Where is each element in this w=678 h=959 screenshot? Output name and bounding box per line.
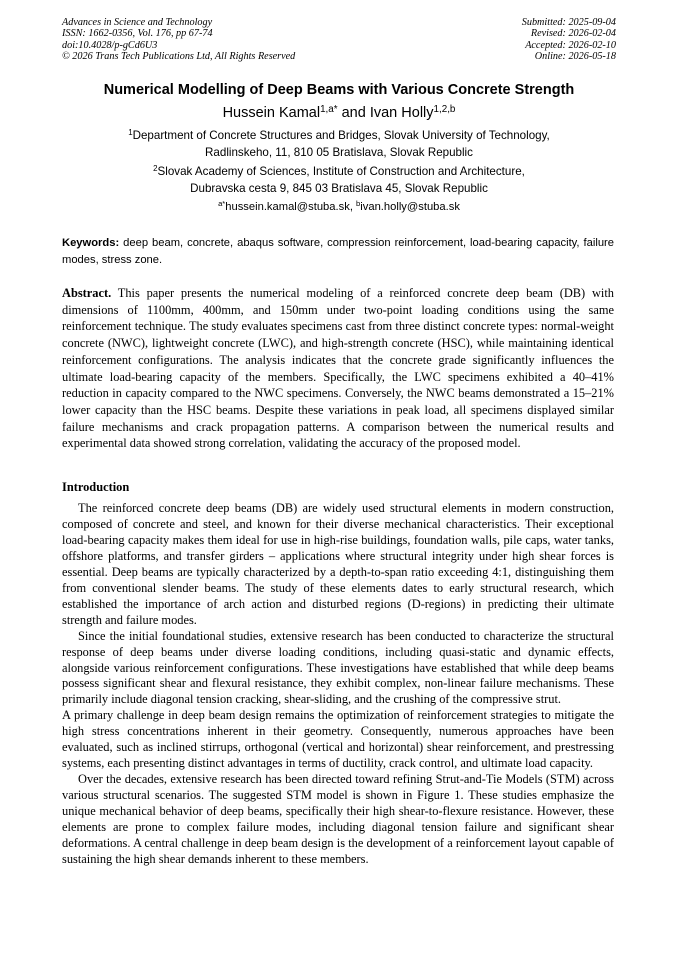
journal-name: Advances in Science and Technology (62, 17, 213, 28)
affiliation-line: Radlinskeho, 11, 810 05 Bratislava, Slovak Republic (205, 146, 473, 159)
paragraph: Since the initial foundational studies, extensive research has been conducted to characterize the structural response of deep beams under diverse loading conditions, including quasi-static and dynamic effects, alongside various reinforcement configurations. These investigations have established that while deep beams possess significant shear and flexural resistance, they exhibit complex, non-linear failure mechanisms. These primarily include diagonal tension cracking, shear-sliding, and the crushing of the compressive strut. (62, 628, 614, 707)
email-separator: , (349, 201, 357, 213)
email-superscript: a* (218, 199, 226, 209)
copyright-line: © 2026 Trans Tech Publications Ltd, All Rights Reserved (62, 50, 296, 62)
email-link[interactable]: ivan.holly@stuba.sk (360, 201, 460, 213)
author-name: Hussein Kamal (222, 105, 321, 121)
affiliation-1 (60, 128, 618, 161)
journal-header (62, 17, 295, 62)
author-superscript: 1,2,b (433, 104, 456, 116)
abstract-label: Abstract. (62, 286, 112, 300)
email-link[interactable]: hussein.kamal@stuba.sk (225, 201, 350, 213)
paragraph: Over the decades, extensive research has been directed toward refining Strut-and-Tie Models (STM) across various structural scenarios. The suggested STM model is shown in Figure 1. These studies emphasize the unique mechanical behavior of deep beams, specifically their high shear-to-flexure resistance. However, these elements are prone to complex failure modes, including diagonal tension failure and significant shear deformations. A central challenge in deep beam design is the development of a reinforcement layout capable of sustaining the high shear demands inherent to these members. (62, 772, 614, 866)
author-superscript: 1,a* (320, 104, 338, 116)
online-date: Online: 2026-05-18 (534, 50, 616, 62)
submitted-date: Submitted: 2025-09-04 (521, 17, 616, 28)
affiliation-line: Slovak Academy of Sciences, Institute of Construction and Architecture, (157, 165, 525, 178)
affiliation-superscript: 2 (153, 164, 158, 174)
author-name: Ivan Holly (369, 105, 434, 121)
abstract-text: This paper presents the numerical modeling of a reinforced concrete deep beam (DB) with dimensions of 1100mm, 400mm, and 150mm under two-point loading conditions using the same reinforcement technique. The study evaluates specimens cast from three distinct concrete types: normal-weight concrete (NWC), lightweight concrete (LWC), and high-strength concrete (HSC), while maintaining identical reinforcement configurations. The analysis indicates that the concrete grade significantly influences the ultimate load-bearing capacity of the members. Specifically, the LWC specimens exhibited a 40–41% reduction in capacity compared to the NWC specimens. Conversely, the NWC beams demonstrated a 15–21% lower capacity than the HSC beams. Despite these variations in peak load, all specimens displayed similar failure mechanisms and crack propagation patterns. A comparison between the numerical results and experimental data showed strong correlation, validating the accuracy of the proposed model. (62, 286, 614, 451)
accepted-date: Accepted: 2026-02-10 (525, 39, 616, 51)
paper-title: Numerical Modelling of Deep Beams with Various Concrete Strength (103, 82, 575, 98)
abstract (62, 285, 614, 452)
revised-date: Revised: 2026-02-04 (530, 28, 616, 40)
email-line (60, 201, 618, 213)
affiliation-line: Department of Concrete Structures and Bridges, Slovak University of Technology, (132, 129, 550, 142)
keywords-label: Keywords: (62, 237, 120, 249)
affiliation-line: Dubravska cesta 9, 845 03 Bratislava 45, Slovak Republic (190, 182, 488, 195)
doi-line[interactable]: doi:10.4028/p-gCd6U3 (62, 39, 158, 51)
paragraph: The reinforced concrete deep beams (DB) are widely used structural elements in modern construction, composed of concrete and steel, and known for their diverse mechanical characteristics. Their exceptional load-bearing capacity makes them ideal for use in high-rise buildings, foundation walls, pile caps, water tanks, offshore platforms, and transfer girders – applications where structural integrity under high shear forces is essential. Deep beams are typically characterized by a depth-to-span ratio exceeding 4:1, distinguishing them from conventional slender beams. The study of these elements dates to early structural research, which established the importance of arch action and disturbed regions (D-regions) in predicting their ultimate strength and failure modes. (62, 501, 614, 627)
section-heading: Introduction (62, 480, 130, 494)
email-superscript: b (356, 199, 361, 209)
issn-line: ISSN: 1662-0356, Vol. 176, pp 67-74 (62, 28, 213, 40)
dates-header (522, 17, 616, 62)
paragraph: A primary challenge in deep beam design remains the optimization of reinforcement strategies to mitigate the high stress concentrations inherent in their geometry. Consequently, numerous approaches have been evaluated, such as inclined stirrups, orthogonal (vertical and horizontal) shear reinforcement, and prestressing systems, each presenting distinct advantages in terms of ductility, crack control, and ultimate load capacity. (62, 708, 614, 771)
keywords (62, 235, 614, 269)
author-separator: and (337, 105, 370, 121)
keywords-text: deep beam, concrete, abaqus software, compression reinforcement, load-bearing capacity, failure modes, stress zone. (62, 237, 614, 266)
affiliation-superscript: 1 (128, 128, 133, 138)
affiliation-2 (60, 164, 618, 197)
introduction-body (62, 501, 614, 868)
author-line (40, 105, 638, 121)
